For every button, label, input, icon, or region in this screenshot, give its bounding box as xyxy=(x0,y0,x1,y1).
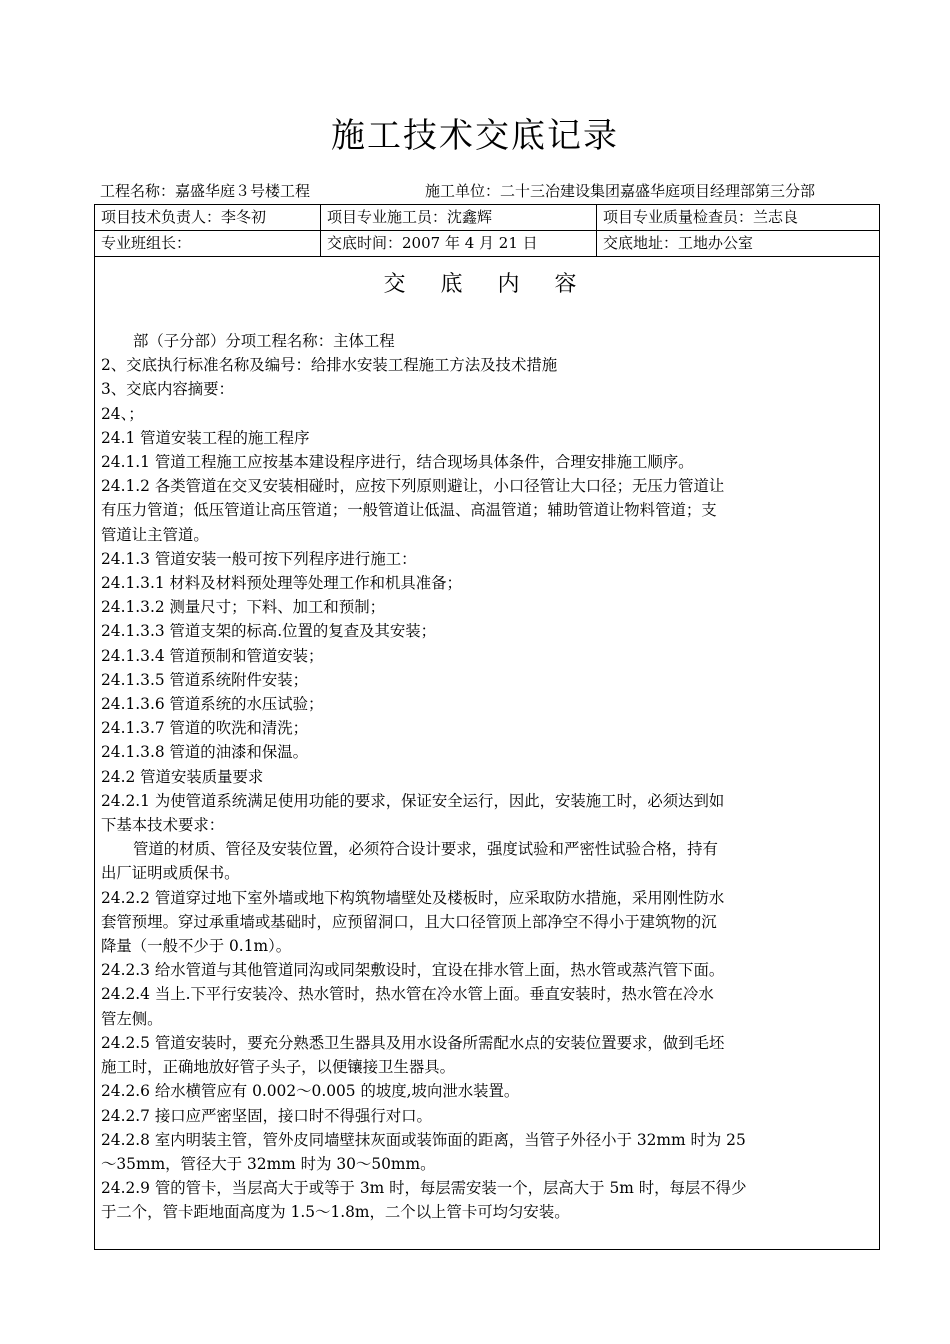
content-line: 有压力管道；低压管道让高压管道；一般管道让低温、高温管道；辅助管道让物料管道；支 xyxy=(101,501,717,520)
content-line: 24.2.2 管道穿过地下室外墙或地下构筑物墙壁处及楼板时，应采取防水措施，采用刚性防水 xyxy=(101,888,725,907)
content-line: 24.1.3.2 测量尺寸；下料、加工和预制； xyxy=(101,598,385,617)
content-line: 24.1.2 各类管道在交叉安装相碰时，应按下列原则避让，小口径管让大口径；无压力管道让 xyxy=(101,477,725,496)
content-line: 部（子分部）分项工程名称：主体工程 xyxy=(133,332,395,350)
construction-staff-cell: 项目专业施工员：沈鑫辉 xyxy=(320,205,596,230)
content-line: 24.2.4 当上.下平行安装冷、热水管时，热水管在冷水管上面。垂直安装时，热水管在冷水 xyxy=(101,985,714,1004)
content-line: 于二个，管卡距地面高度为 1.5～1.8m，二个以上管卡可均匀安装。 xyxy=(101,1203,570,1222)
content-line: 2、交底执行标准名称及编号：给排水安装工程施工方法及技术措施 xyxy=(101,356,558,375)
content-line: 3、交底内容摘要： xyxy=(101,380,234,399)
content-line: 套管预埋。穿过承重墙或基础时，应预留洞口，且大口径管顶上部净空不得小于建筑物的沉 xyxy=(101,912,717,931)
content-heading: 交 底 内 容 xyxy=(383,272,591,297)
content-line: 24.2 管道安装质量要求 xyxy=(101,767,264,786)
content-line: 24.1.3.6 管道系统的水压试验； xyxy=(101,695,324,714)
team-leader-cell: 专业班组长： xyxy=(101,234,192,252)
content-line: 管道的材质、管径及安装位置，必须符合设计要求，强度试验和严密性试验合格，持有 xyxy=(133,840,718,859)
project-info-line xyxy=(100,180,880,202)
content-line: 降量（一般不少于 0.1m）。 xyxy=(101,937,292,956)
content-line: 24.2.7 接口应严密坚固，接口时不得强行对口。 xyxy=(101,1106,432,1125)
content-line: 24.2.1 为使管道系统满足使用功能的要求，保证安全运行，因此，安装施工时，必须达到如 xyxy=(101,791,725,810)
content-line: 24.1.3.4 管道预制和管道安装； xyxy=(101,646,324,665)
content-line: 24.2.8 室内明装主管，管外皮同墙壁抹灰面或装饰面的距离，当管子外径小于 32mm 时为 25 xyxy=(101,1130,746,1149)
briefing-content xyxy=(101,329,879,1225)
content-line: ～35mm，管径大于 32mm 时为 30～50mm。 xyxy=(101,1154,436,1173)
content-line: 施工时，正确地放好管子头子，以便镶接卫生器具。 xyxy=(101,1058,455,1077)
content-line: 24.1.3.3 管道支架的标高.位置的复查及其安装； xyxy=(101,622,437,641)
content-line: 24.1.3.5 管道系统附件安装； xyxy=(101,670,309,689)
project-name: 工程名称：嘉盛华庭３号楼工程 xyxy=(100,182,311,200)
quality-inspector-cell: 项目专业质量检查员：兰志良 xyxy=(596,205,879,230)
content-line: 24.2.3 给水管道与其他管道同沟或同架敷设时，宜设在排水管上面，热水管或蒸汽管下面。 xyxy=(101,961,725,980)
content-line: 24.1.3 管道安装一般可按下列程序进行施工： xyxy=(101,549,417,568)
table-row-responsible xyxy=(95,205,879,231)
content-line: 24.1 管道安装工程的施工程序 xyxy=(101,428,310,447)
content-line: 24.2.9 管的管卡，当层高大于或等于 3m 时，每层需安装一个，层高大于 5m 时，每层不得少 xyxy=(101,1179,747,1198)
document-title: 施工技术交底记录 xyxy=(331,116,619,156)
record-table xyxy=(94,204,880,1250)
briefing-address-cell: 交底地址：工地办公室 xyxy=(596,231,879,256)
briefing-time-cell: 交底时间：2007 年 4 月 21 日 xyxy=(320,231,596,256)
content-line: 24.1.3.8 管道的油漆和保温。 xyxy=(101,743,309,762)
construction-unit: 施工单位：二十三冶建设集团嘉盛华庭项目经理部第三分部 xyxy=(425,182,816,200)
content-line: 24、； xyxy=(101,404,144,423)
content-line: 24.1.1 管道工程施工应按基本建设程序进行，结合现场具体条件，合理安排施工顺序。 xyxy=(101,453,694,472)
tech-leader-cell: 项目技术负责人：李冬初 xyxy=(101,208,267,226)
table-row-time-place xyxy=(95,231,879,257)
content-line: 24.2.5 管道安装时，要充分熟悉卫生器具及用水设备所需配水点的安装位置要求，做到毛坯 xyxy=(101,1033,725,1052)
content-line: 管左侧。 xyxy=(101,1009,163,1028)
content-line: 出厂证明或质保书。 xyxy=(101,864,240,883)
content-line: 24.1.3.1 材料及材料预处理等处理工作和机具准备； xyxy=(101,574,462,593)
content-line: 下基本技术要求： xyxy=(101,816,225,835)
content-line: 管道让主管道。 xyxy=(101,525,209,544)
content-line: 24.2.6 给水横管应有 0.002～0.005 的坡度,坡向泄水装置。 xyxy=(101,1082,520,1101)
content-line: 24.1.3.7 管道的吹洗和清洗； xyxy=(101,719,309,738)
